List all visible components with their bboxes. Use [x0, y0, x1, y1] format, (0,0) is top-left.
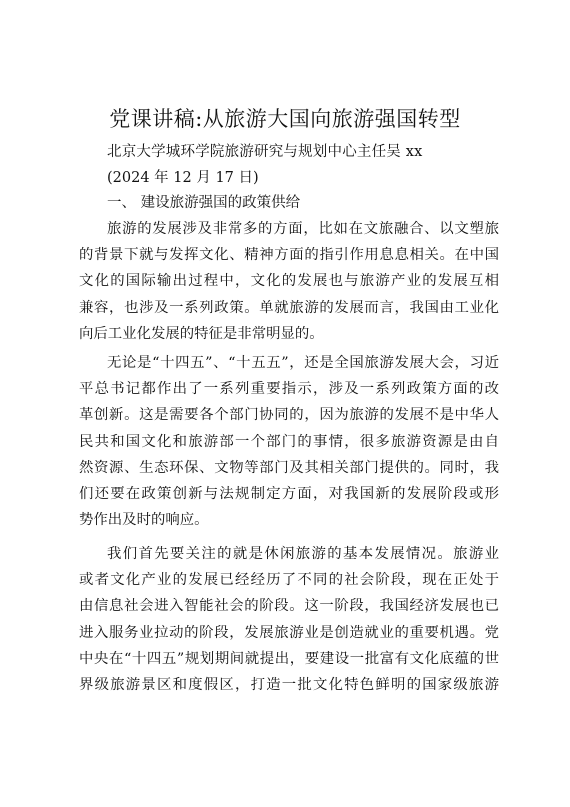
paragraph-line: 我们首先要关注的就是休闲旅游的基本发展情况。旅游业	[107, 546, 499, 562]
paragraph-line: 界级旅游景区和度假区，打造一批文化特色鲜明的国家级旅游	[79, 676, 499, 693]
paragraph-line: 然资源、生态环保、文物等部门及其相关部门提供的。同时，我	[79, 459, 499, 476]
section-heading: 一、 建设旅游强国的政策供给	[107, 195, 301, 211]
paragraph-line: 文化的国际输出过程中，文化的发展也与旅游产业的发展互相	[79, 273, 499, 290]
paragraph-1	[79, 216, 499, 347]
paragraph-line: 民共和国文化和旅游部一个部门的事情，很多旅游资源是由自	[79, 433, 499, 450]
paragraph-line: 向后工业化发展的特征是非常明显的。	[79, 325, 324, 342]
paragraph-line: 平总书记都作出了一系列重要指示，涉及一系列政策方面的改	[79, 381, 499, 398]
paragraph-line: 革创新。这是需要各个部门协同的，因为旅游的发展不是中华人	[79, 407, 499, 424]
paragraph-2	[79, 350, 499, 533]
paragraph-line: 由信息社会进入智能社会的阶段。这一阶段，我国经济发展也已	[79, 598, 499, 615]
date-line: (2024 年 12 月 17 日)	[107, 170, 259, 186]
paragraph-line: 或者文化产业的发展已经经历了不同的社会阶段，现在正处于	[79, 572, 499, 589]
document-title: 党课讲稿:从旅游大国向旅游强国转型	[109, 107, 461, 131]
author-line: 北京大学城环学院旅游研究与规划中心主任吴 xx	[107, 144, 423, 160]
paragraph-line: 无论是“十四五”、“十五五”，还是全国旅游发展大会，习近	[107, 355, 499, 371]
paragraph-line: 中央在“十四五”规划期间就提出，要建设一批富有文化底蕴的世	[79, 650, 499, 667]
paragraph-line: 兼容，也涉及一系列政策。单就旅游的发展而言，我国由工业化	[79, 299, 499, 316]
paragraph-line: 势作出及时的响应。	[79, 512, 209, 529]
paragraph-line: 们还要在政策创新与法规制定方面，对我国新的发展阶段或形	[79, 485, 499, 502]
paragraph-line: 进入服务业拉动的阶段，发展旅游业是创造就业的重要机遇。党	[79, 624, 499, 641]
paragraph-line: 旅游的发展涉及非常多的方面，比如在文旅融合、以文塑旅	[107, 221, 499, 237]
paragraph-3	[79, 541, 499, 698]
paragraph-line: 的背景下就与发挥文化、精神方面的指引作用息息相关。在中国	[79, 247, 499, 264]
